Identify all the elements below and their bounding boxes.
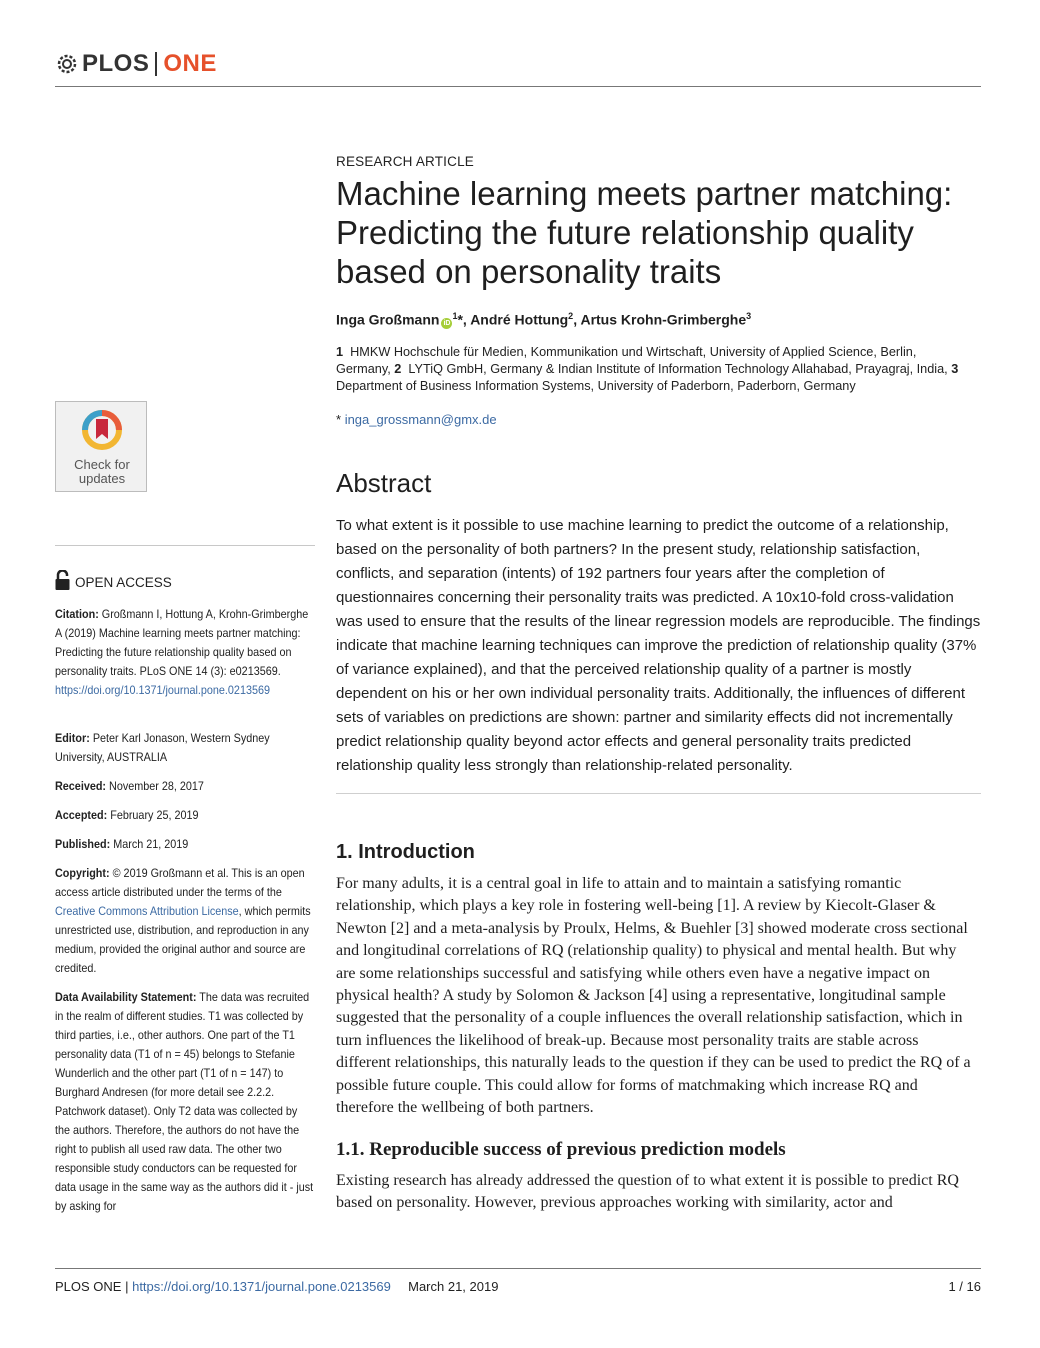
affiliation-text: LYTiQ GmbH, Germany & Indian Institute of Information Technology Allahabad, Prayagraj, India, — [408, 362, 948, 376]
author-name[interactable]: Artus Krohn-Grimberghe — [580, 311, 747, 328]
page-number: 1 / 16 — [948, 1279, 981, 1294]
author-affiliation-sup: 1 — [452, 311, 458, 321]
copyright-block — [55, 864, 315, 978]
affiliation-number: 2 — [394, 362, 402, 376]
page-footer — [55, 1279, 498, 1294]
logo-divider — [155, 52, 157, 76]
citation-label: Citation: — [55, 607, 99, 621]
affiliation-number: 1 — [336, 345, 344, 359]
affiliation-number: 3 — [951, 362, 959, 376]
logo-one-text: ONE — [163, 50, 217, 77]
article-title: Machine learning meets partner matching: Predicting the future relationship quality based on personality traits — [336, 175, 953, 290]
accepted-block — [55, 806, 315, 825]
article-type: RESEARCH ARTICLE — [336, 154, 474, 169]
correspondence-email-link[interactable]: inga_grossmann@gmx.de — [344, 412, 497, 427]
editor-label: Editor: — [55, 731, 90, 745]
correspondence — [336, 412, 497, 427]
open-access-badge — [55, 570, 172, 590]
published-label: Published: — [55, 837, 111, 851]
data-availability-label: Data Availability Statement: — [55, 990, 197, 1004]
copyright-text: © 2019 Großmann et al. This is an open access article distributed under the terms of the — [55, 866, 305, 899]
author-name[interactable]: Inga Großmann — [336, 311, 440, 328]
copyright-label: Copyright: — [55, 866, 110, 880]
introduction-heading: 1. Introduction — [336, 841, 475, 863]
citation-block — [55, 605, 315, 700]
author-affiliation-sup: 3 — [746, 311, 752, 321]
accepted-label: Accepted: — [55, 808, 108, 822]
editor-text: Peter Karl Jonason, Western Sydney University, AUSTRALIA — [55, 731, 270, 764]
logo-plos-text: PLOS — [82, 50, 150, 77]
copyright-text-cont: , which permits unrestricted use, distribution, and reproduction in any medium, provided the original author and source are credited. — [55, 904, 311, 975]
citation-text: Großmann I, Hottung A, Krohn-Grimberghe A (2019) Machine learning meets partner matching: Predicting the future relationship quality based on personality traits. PLoS ONE 14 (3): e0213569. — [55, 607, 309, 678]
received-label: Received: — [55, 779, 107, 793]
license-link[interactable]: Creative Commons Attribution License — [55, 904, 239, 918]
abstract-divider — [336, 793, 981, 794]
open-access-label: OPEN ACCESS — [75, 575, 172, 590]
published-date: March 21, 2019 — [113, 837, 189, 851]
footer-rule — [55, 1268, 981, 1269]
orcid-icon[interactable]: iD — [443, 319, 451, 327]
sidebar-divider — [55, 545, 315, 546]
author-list — [336, 311, 751, 329]
footer-doi-link[interactable]: https://doi.org/10.1371/journal.pone.0213569 — [132, 1279, 391, 1294]
received-block — [55, 777, 315, 796]
footer-journal: PLOS ONE | — [55, 1279, 129, 1294]
received-date: November 28, 2017 — [109, 779, 204, 793]
introduction-text: For many adults, it is a central goal in life to attain and to maintain a satisfying romantic relationship, which plays a key role in fostering well-being [1]. A review by Kiecolt-Glaser & Newton [2] and a meta-analysis by Proulx, Helms, & Buehler [3] showed moderate cross sectional and longitudinal correlations of RQ (relationship quality) to physical and mental health. But why are some relationships successful and satisfying while others even have a negative impact on physical health? A study by Solomon & Jackson [4] using a representative, longitudinal sample suggested that the personality of a couple influences the overall relationship satisfaction, which in turn influences the likelihood of break-up. Because most personality traits are stable across different relationships, this naturally leads to the question if they can be used to predict the RQ of a possible future couple. This could allow for forms of matchmaking which increase RQ and therefore the wellbeing of both partners. — [336, 875, 971, 1117]
header-rule — [55, 86, 981, 87]
affiliation-text: Department of Business Information Systems, University of Paderborn, Paderborn, Germany — [336, 379, 856, 393]
data-availability-text: The data was recruited in the realm of different studies. T1 was collected by third parties, i.e., other authors. One part of the T1 personality data (T1 of n = 45) belongs to Stefanie Wunderlich and the other part (T1 of n = 147) to Burghard Andresen (for more detail see 2.2.2. Patchwork dataset). Only T2 data was collected by the authors. Therefore, the authors do not have the right to publish all used raw data. The other two responsible study conductors can be requested for data usage in the same way as the authors did it - just by asking for — [55, 990, 314, 1213]
subsection-heading: 1.1. Reproducible success of previous prediction models — [336, 1139, 786, 1160]
check-for-updates-badge[interactable] — [55, 401, 147, 492]
open-lock-icon — [55, 570, 70, 590]
published-block — [55, 835, 315, 854]
author-affiliation-sup: 2 — [568, 311, 574, 321]
accepted-date: February 25, 2019 — [110, 808, 199, 822]
abstract-text: To what extent is it possible to use machine learning to predict the outcome of a relationship, based on the personality of both partners? In the present study, relationship satisfaction, conflicts, and separation (intents) of 192 partners four years after the completion of questionnaires concerning their personality traits was predicted. A 10x10-fold cross-validation was used to ensure that the results of the linear regression models are reproducible. The findings indicate that machine learning techniques can improve the prediction of relationship quality (37% of variance explained), and that the perceived relationship quality of a partner is mostly dependent on his or her own individual personality traits. Additionally, the influences of different sets of variables on predictions are shown: partner and similarity effects did not incrementally predict relationship quality beyond actor effects and general personality traits predicted relationship quality less strongly than relationship-related personality. — [336, 517, 981, 774]
check-updates-icon — [80, 408, 124, 452]
citation-doi-link[interactable]: https://doi.org/10.1371/journal.pone.0213569 — [55, 683, 270, 697]
plos-logo-icon — [55, 52, 79, 76]
affiliation-text: HMKW Hochschule für Medien, Kommunikation und Wirtschaft, University of Applied Science, Berlin, Germany, — [336, 345, 917, 376]
author-name[interactable]: André Hottung — [470, 311, 569, 328]
subsection-text: Existing research has already addressed the question of to what extent it is possible to predict RQ based on personality. However, previous approaches working with similarity, actor and — [336, 1172, 959, 1212]
correspondence-star: * — [336, 412, 342, 427]
affiliations — [336, 344, 966, 395]
footer-date: March 21, 2019 — [408, 1279, 499, 1294]
check-updates-label: Check for updates — [74, 457, 130, 486]
plos-one-logo — [55, 50, 217, 78]
editor-block — [55, 729, 315, 767]
abstract-heading: Abstract — [336, 468, 432, 498]
data-availability-block — [55, 988, 315, 1216]
author-separator: , — [573, 311, 581, 328]
corresponding-marker: *, — [457, 311, 471, 328]
